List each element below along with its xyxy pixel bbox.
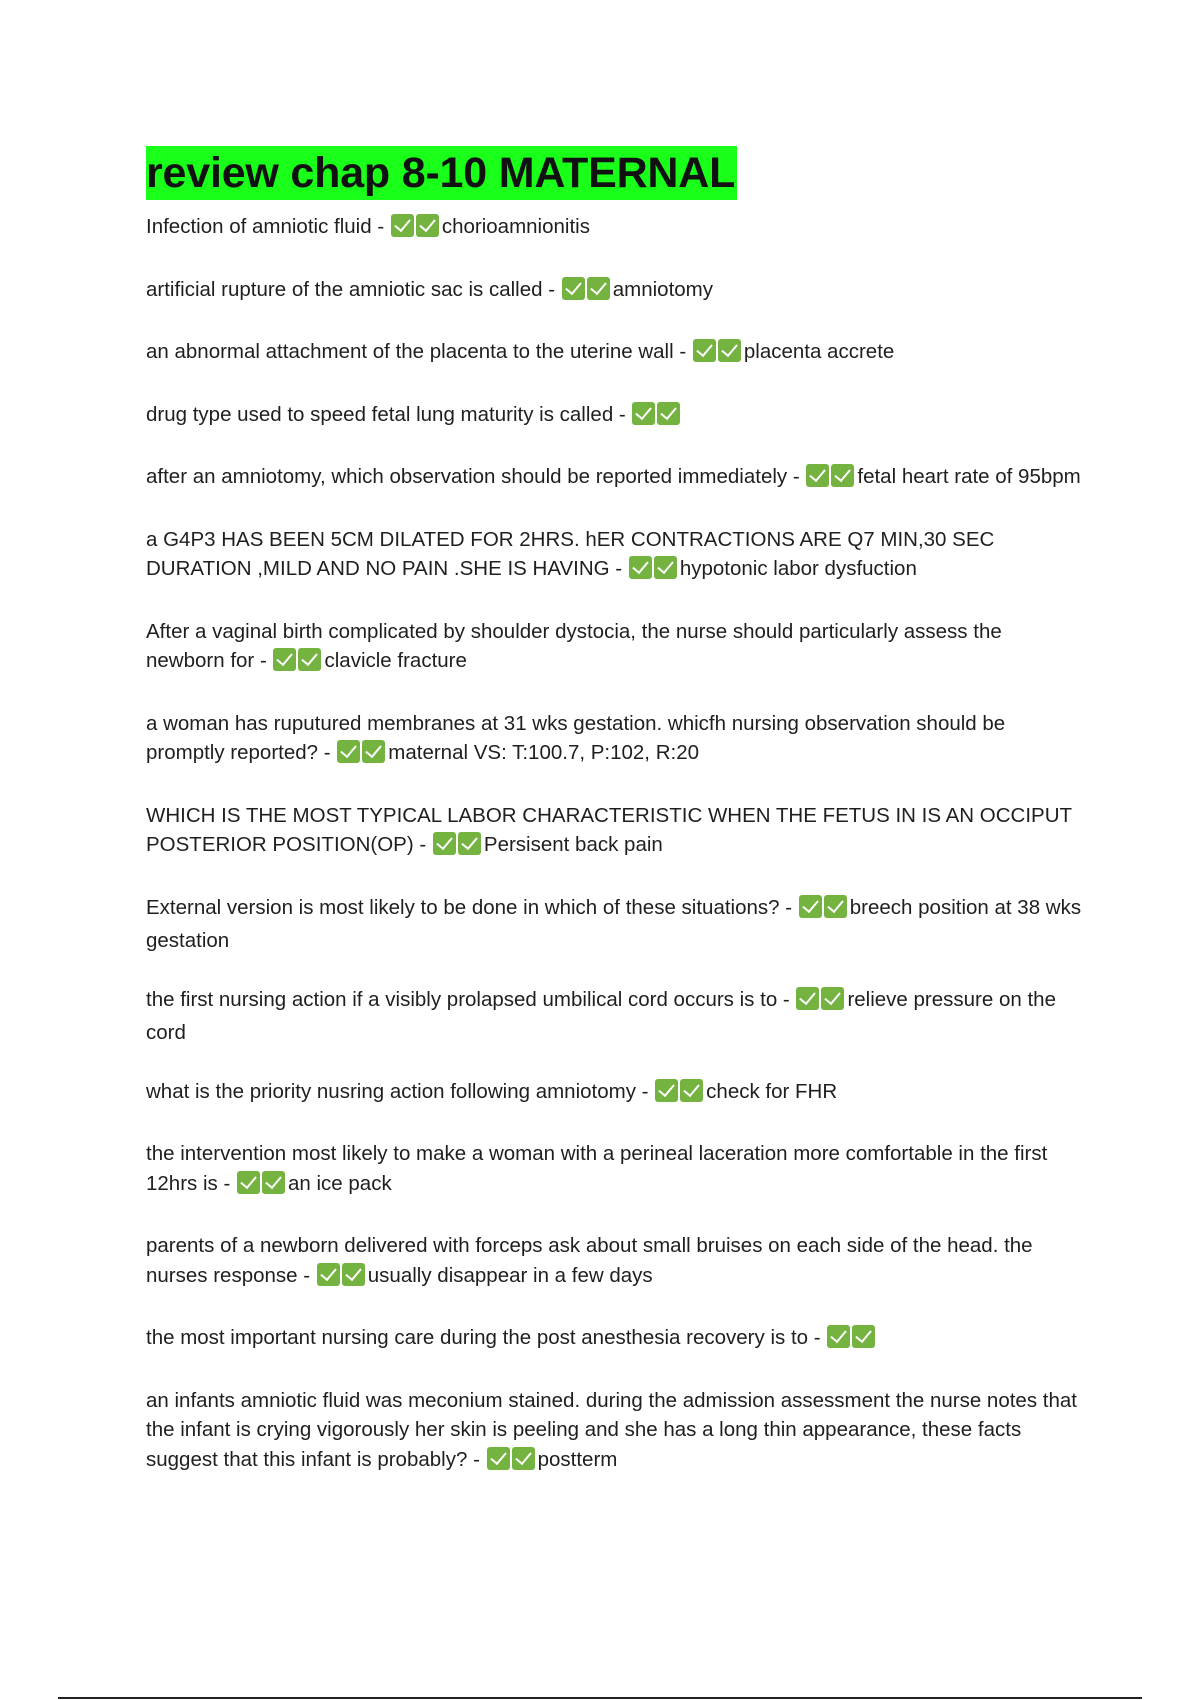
separator: - [673, 340, 692, 363]
qa-item [146, 1386, 1086, 1479]
question-text: the most important nursing care during the post anesthesia recovery is to [146, 1326, 809, 1349]
question-text: an abnormal attachment of the placenta to the uterine wall [146, 340, 674, 363]
check-mark-icon [562, 277, 585, 300]
separator: - [318, 741, 337, 764]
separator: - [808, 1326, 827, 1349]
question-text: drug type used to speed fetal lung maturity is called [146, 402, 614, 426]
check-mark-icon [337, 740, 360, 763]
double-check-mark-icon [629, 556, 679, 588]
check-mark-icon [831, 464, 854, 487]
check-mark-icon [799, 895, 822, 918]
qa-item [146, 1077, 1086, 1111]
separator: - [542, 277, 561, 301]
answer-text: usually disappear in a few days [367, 1263, 653, 1287]
double-check-mark-icon [433, 832, 483, 864]
check-mark-icon [362, 740, 385, 763]
qa-item [146, 212, 1086, 246]
check-mark-icon [433, 832, 456, 855]
check-mark-icon [298, 648, 321, 671]
separator: - [297, 1263, 316, 1287]
answer-text: clavicle fracture [324, 649, 467, 672]
question-text: External version is most likely to be done in which of these situations? [146, 895, 780, 919]
answer-text: fetal heart rate of 95bpm [857, 465, 1081, 488]
check-mark-icon [317, 1263, 340, 1286]
answer-text: amniotomy [612, 277, 713, 301]
double-check-mark-icon [796, 987, 846, 1019]
check-mark-icon [237, 1171, 260, 1194]
double-check-mark-icon [806, 464, 856, 496]
answer-text: an ice pack [288, 1171, 392, 1195]
separator: - [779, 895, 798, 919]
check-mark-icon [391, 214, 414, 237]
separator: - [413, 833, 432, 856]
question-text: a woman has ruputured membranes at 31 wks gestation. whicfh nursing observation should be promptly reported? [146, 711, 1006, 764]
qa-item [146, 275, 1086, 309]
separator: - [254, 649, 273, 672]
qa-item [146, 709, 1086, 772]
title-highlight [146, 146, 737, 200]
qa-item [146, 1231, 1086, 1294]
question-text: After a vaginal birth complicated by shoulder dystocia, the nurse should particularly assess the newborn for [146, 619, 1002, 672]
double-check-mark-icon [799, 895, 849, 927]
double-check-mark-icon [655, 1079, 705, 1111]
check-mark-icon [821, 987, 844, 1010]
answer-text: check for FHR [706, 1079, 838, 1103]
check-mark-icon [718, 339, 741, 362]
question-text: after an amniotomy, which observation should be reported immediately [146, 465, 788, 488]
qa-item [146, 1323, 1086, 1357]
answer-text: Persisent back pain [483, 833, 663, 856]
double-check-mark-icon [632, 402, 682, 434]
check-mark-icon [587, 277, 610, 300]
qa-list [146, 212, 1086, 1507]
check-mark-icon [655, 1079, 678, 1102]
check-mark-icon [629, 556, 652, 579]
double-check-mark-icon [273, 648, 323, 680]
check-mark-icon [693, 339, 716, 362]
separator: - [467, 1447, 486, 1471]
double-check-mark-icon [827, 1325, 877, 1357]
check-mark-icon [458, 832, 481, 855]
double-check-mark-icon [693, 339, 743, 371]
question-text: an infants amniotic fluid was meconium stained. during the admission assessment the nurse notes that the infant is crying vigorously her skin is peeling and she has a long thin appearance, these facts suggest that this infant is probably? [146, 1388, 1077, 1471]
check-mark-icon [657, 402, 680, 425]
check-mark-icon [342, 1263, 365, 1286]
answer-text: relieve pressure on the cord [146, 987, 1056, 1044]
separator: - [613, 402, 632, 426]
answer-text: hypotonic labor dysfuction [679, 557, 917, 580]
double-check-mark-icon [487, 1447, 537, 1479]
qa-item [146, 525, 1086, 588]
double-check-mark-icon [317, 1263, 367, 1295]
check-mark-icon [512, 1447, 535, 1470]
question-text: artificial rupture of the amniotic sac is called [146, 277, 543, 301]
check-mark-icon [827, 1325, 850, 1348]
separator: - [217, 1171, 236, 1195]
question-text: what is the priority nusring action following amniotomy [146, 1079, 636, 1103]
check-mark-icon [273, 648, 296, 671]
check-mark-icon [806, 464, 829, 487]
answer-text: chorioamnionitis [441, 215, 590, 238]
check-mark-icon [262, 1171, 285, 1194]
qa-item [146, 400, 1086, 434]
separator: - [635, 1079, 655, 1103]
qa-item [146, 462, 1086, 496]
check-mark-icon [852, 1325, 875, 1348]
qa-item [146, 985, 1086, 1048]
check-mark-icon [632, 402, 655, 425]
separator: - [609, 557, 628, 580]
document-title: review chap 8-10 MATERNAL [146, 149, 736, 197]
question-text: a G4P3 HAS BEEN 5CM DILATED FOR 2HRS. hER CONTRACTIONS ARE Q7 MIN,30 SEC DURATION ,MILD AND NO PAIN .SHE IS HAVING [146, 527, 995, 580]
double-check-mark-icon [237, 1171, 287, 1203]
qa-item [146, 337, 1086, 371]
answer-text: breech position at 38 wks gestation [146, 895, 1082, 952]
check-mark-icon [654, 556, 677, 579]
answer-text: maternal VS: T:100.7, P:102, R:20 [388, 741, 700, 764]
question-text: the first nursing action if a visibly prolapsed umbilical cord occurs is to [146, 987, 778, 1011]
question-text: Infection of amniotic fluid [146, 215, 372, 238]
check-mark-icon [680, 1079, 703, 1102]
double-check-mark-icon [337, 740, 387, 772]
double-check-mark-icon [562, 277, 612, 309]
qa-item [146, 893, 1086, 956]
qa-item [146, 1139, 1086, 1202]
question-text: WHICH IS THE MOST TYPICAL LABOR CHARACTERISTIC WHEN THE FETUS IN IS AN OCCIPUT POSTERIOR POSITION(OP) [146, 803, 1072, 856]
separator: - [777, 987, 796, 1011]
check-mark-icon [487, 1447, 510, 1470]
qa-item [146, 617, 1086, 680]
double-check-mark-icon [391, 214, 441, 246]
separator: - [371, 215, 390, 238]
qa-item [146, 801, 1086, 864]
separator: - [787, 465, 806, 488]
answer-text: postterm [537, 1447, 618, 1471]
question-text: the intervention most likely to make a woman with a perineal laceration more comfortable in the first 12hrs is [146, 1142, 1048, 1195]
question-text: parents of a newborn delivered with forceps ask about small bruises on each side of the head. the nurses response [146, 1234, 1033, 1287]
page-bottom-rule [58, 1697, 1142, 1699]
check-mark-icon [796, 987, 819, 1010]
check-mark-icon [824, 895, 847, 918]
check-mark-icon [416, 214, 439, 237]
answer-text: placenta accrete [743, 340, 895, 363]
